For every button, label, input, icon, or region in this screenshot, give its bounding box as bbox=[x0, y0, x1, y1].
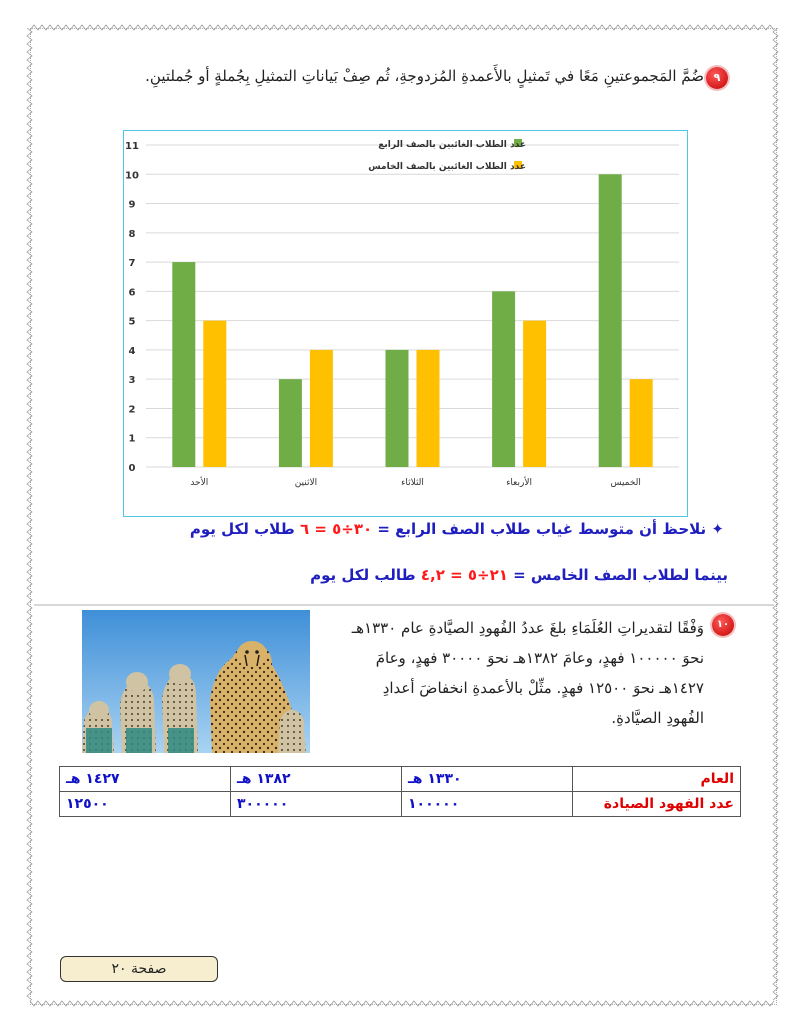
note-bullet-icon: ✦ bbox=[711, 520, 724, 538]
bar-grade5 bbox=[310, 350, 333, 467]
page-border-left bbox=[26, 28, 34, 1003]
page-border-top bbox=[30, 24, 775, 32]
y-tick-label: 8 bbox=[128, 228, 136, 240]
legend-entry: عدد الطلاب الغائبين بالصف الخامس bbox=[368, 162, 526, 172]
question-9-text: ضُمَّ المَجموعتينِ مَعًا في تَمثيلٍ بالأَعمدةِ المُزدوجةِ، ثُم صِفْ بَياناتِ التمثيلِ بِجُملةٍ أو جُملتينِ. bbox=[145, 67, 704, 85]
note-1-before: نلاحظ أن متوسط غياب طلاب الصف الرابع = bbox=[372, 520, 707, 538]
cheetah-data-table bbox=[59, 766, 741, 817]
question-9-number-badge: ٩ bbox=[706, 67, 728, 89]
bar-grade4 bbox=[599, 174, 622, 467]
bar-grade5 bbox=[417, 350, 440, 467]
y-tick-label: 3 bbox=[128, 375, 136, 387]
y-tick-label: 11 bbox=[125, 141, 139, 152]
table-cell: ١٣٣٠ هـ bbox=[402, 767, 573, 792]
absence-bar-chart bbox=[123, 130, 688, 517]
table-row-count bbox=[60, 792, 741, 817]
table-cell-header: العام bbox=[573, 767, 741, 792]
bar-grade5 bbox=[523, 321, 546, 467]
question-10-line: نحوَ ١٠٠٠٠٠ فهدٍ، وعامَ ١٣٨٢هـ نحوَ ٣٠٠٠٠ فهدٍ، وعامَ bbox=[375, 649, 704, 667]
section-divider bbox=[34, 604, 774, 606]
y-tick-label: 7 bbox=[128, 258, 136, 270]
table-cell: ١٠٠٠٠٠ bbox=[402, 792, 573, 817]
bar-grade4 bbox=[492, 291, 515, 467]
y-tick-label: 1 bbox=[128, 433, 136, 445]
y-tick-label: 9 bbox=[128, 199, 136, 211]
x-tick-label: الأربعاء bbox=[506, 478, 533, 488]
table-cell: ٣٠٠٠٠٠ bbox=[231, 792, 402, 817]
y-tick-label: 2 bbox=[128, 404, 136, 416]
bar-grade5 bbox=[630, 379, 653, 467]
x-tick-label: الأحد bbox=[190, 478, 209, 488]
x-tick-label: الاثنين bbox=[294, 478, 318, 488]
note-line-2 bbox=[108, 566, 728, 584]
bar-grade4 bbox=[279, 379, 302, 467]
note-1-after: طلاب لكل يوم bbox=[189, 520, 300, 538]
y-tick-label: 6 bbox=[128, 287, 136, 299]
question-10-number-badge: ١٠ bbox=[712, 614, 734, 636]
bar-grade4 bbox=[172, 262, 195, 467]
page-border-bottom bbox=[30, 999, 775, 1007]
x-tick-label: الخميس bbox=[610, 478, 641, 488]
note-line-1 bbox=[84, 520, 724, 538]
table-cell: ١٤٢٧ هـ bbox=[60, 767, 231, 792]
note-2-after: طالب لكل يوم bbox=[310, 566, 421, 584]
y-tick-label: 5 bbox=[128, 316, 136, 328]
table-cell: ١٢٥٠٠ bbox=[60, 792, 231, 817]
question-10-text bbox=[284, 613, 704, 733]
bar-grade4 bbox=[386, 350, 409, 467]
question-10-line: وَفْقًا لتقديراتِ العُلَمَاءِ بلغَ عددُ الفُهودِ الصيَّادةِ عام ١٣٣٠هـ bbox=[351, 619, 704, 637]
bar-grade5 bbox=[203, 321, 226, 467]
page-border-right bbox=[771, 28, 779, 1003]
note-1-calc: ٣٠÷٥ = ٦ bbox=[299, 520, 373, 538]
table-row-year bbox=[60, 767, 741, 792]
page-number-tab: صفحة ٢٠ bbox=[60, 956, 218, 982]
y-tick-label: 10 bbox=[125, 170, 139, 182]
note-2-calc: ٢١÷٥ = ٤,٢ bbox=[420, 566, 508, 584]
question-10-line: ١٤٢٧هـ نحوَ ١٢٥٠٠ فهدٍ. مثِّلْ بالأعمدةِ انخفاضَ أعدادِ bbox=[382, 679, 704, 697]
table-cell: ١٣٨٢ هـ bbox=[231, 767, 402, 792]
question-10-line: الفُهودِ الصيَّادةِ. bbox=[611, 709, 704, 727]
legend-entry: عدد الطلاب الغائبين بالصف الرابع bbox=[378, 140, 526, 150]
cheetahs-photo bbox=[82, 610, 310, 753]
note-2-before: بينما لطلاب الصف الخامس = bbox=[507, 566, 728, 584]
y-tick-label: 4 bbox=[128, 345, 136, 357]
chart-svg bbox=[124, 131, 687, 516]
table-cell-header: عدد الفهود الصيادة bbox=[573, 792, 741, 817]
x-tick-label: الثلاثاء bbox=[401, 478, 424, 488]
y-tick-label: 0 bbox=[128, 463, 136, 474]
